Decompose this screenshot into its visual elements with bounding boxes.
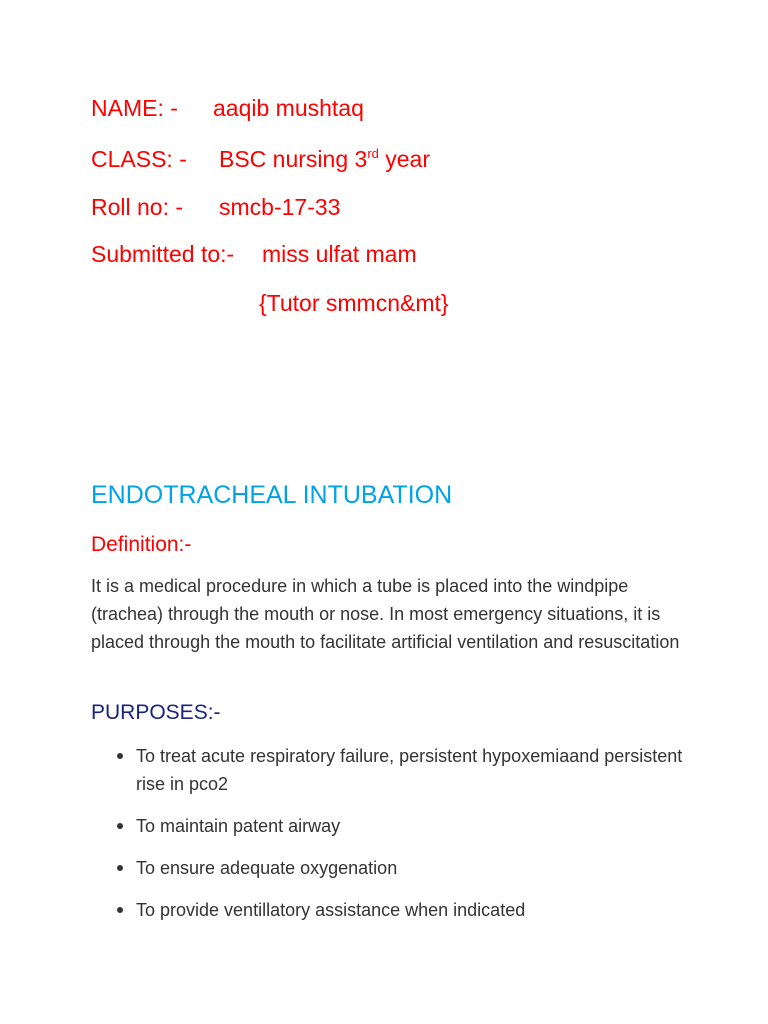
- definition-text: It is a medical procedure in which a tube is placed into the windpipe (trachea) through the mouth or nose. In most emergency situations, it is placed through the mouth to facilitate artificial ventilation and resuscitation: [91, 576, 680, 652]
- class-value: [219, 148, 430, 171]
- roll-label: Roll no: -: [91, 194, 184, 220]
- name-label: NAME: -: [91, 95, 178, 121]
- roll-value: smcb-17-33: [219, 194, 341, 220]
- purposes-list: [91, 742, 691, 938]
- class-label: CLASS: -: [91, 146, 187, 172]
- bullet-icon: [117, 823, 123, 829]
- bullet-icon: [117, 865, 123, 871]
- page-title: ENDOTRACHEAL INTUBATION: [91, 481, 453, 509]
- list-item-text: To treat acute respiratory failure, persistent hypoxemiaand persistent rise in pco2: [136, 746, 683, 794]
- class-value-sup: rd: [367, 146, 379, 161]
- class-value-end: year: [378, 146, 431, 172]
- list-item-text: To ensure adequate oxygenation: [136, 858, 398, 878]
- roll-line: [91, 194, 341, 220]
- list-item: [91, 854, 691, 882]
- submitted-line: [91, 241, 417, 267]
- submitted-value: miss ulfat mam: [262, 241, 417, 267]
- class-line: [91, 146, 431, 172]
- list-item-text: To maintain patent airway: [136, 816, 341, 836]
- submitted-label: Submitted to:-: [91, 241, 235, 267]
- bullet-icon: [117, 753, 123, 759]
- purposes-heading: PURPOSES:-: [91, 701, 221, 724]
- definition-heading: Definition:-: [91, 533, 192, 556]
- bullet-icon: [117, 907, 123, 913]
- name-line: [91, 95, 364, 121]
- list-item: [91, 812, 691, 840]
- submitted-title: {Tutor smmcn&mt}: [259, 290, 449, 316]
- class-value-main: BSC nursing 3: [219, 146, 368, 172]
- list-item-text: To provide ventillatory assistance when indicated: [136, 900, 526, 920]
- list-item: [91, 896, 691, 924]
- list-item: [91, 742, 691, 798]
- name-value: aaqib mushtaq: [213, 95, 364, 121]
